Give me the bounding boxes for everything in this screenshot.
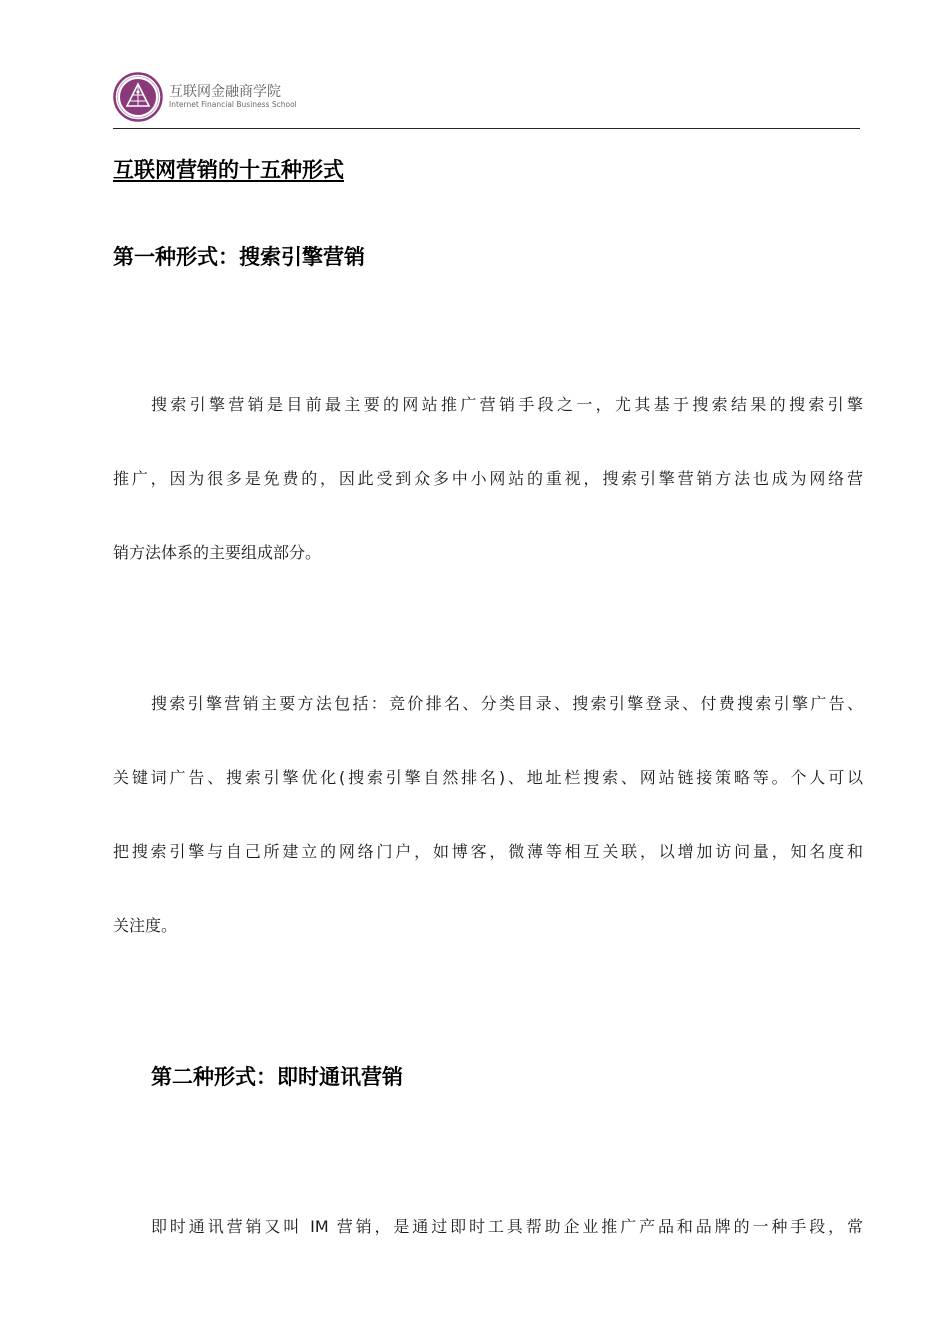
header-divider	[113, 128, 860, 129]
paragraph-line: 销方法体系的主要组成部分。	[113, 543, 322, 562]
document-title: 互联网营销的十五种形式	[113, 158, 344, 182]
school-name-cn: 互联网金融商学院	[169, 84, 281, 100]
school-logo-text	[169, 84, 297, 109]
section-1-paragraph-1	[113, 368, 863, 590]
paragraph-line: 即时通讯营销又叫 IM 营销，是通过即时工具帮助企业推广产品和品牌的一种手段，常	[151, 1217, 863, 1236]
paragraph-line: 把搜索引擎与自己所建立的网络门户，如博客，微薄等相互关联，以增加访问量，知名度和	[113, 842, 863, 861]
document-header	[113, 70, 860, 130]
paragraph-line: 搜索引擎营销是目前最主要的网站推广营销手段之一，尤其基于搜索结果的搜索引擎	[151, 395, 863, 414]
section-2-paragraph-1	[113, 1190, 863, 1264]
paragraph-line: 关注度。	[113, 916, 178, 935]
section-heading-1: 第一种形式：搜索引擎营销	[113, 245, 365, 269]
school-seal-icon	[113, 72, 163, 122]
paragraph-line: 搜索引擎营销主要方法包括：竞价排名、分类目录、搜索引擎登录、付费搜索引擎广告、	[151, 694, 863, 713]
paragraph-line: 关键词广告、搜索引擎优化(搜索引擎自然排名)、地址栏搜索、网站链接策略等。个人可以	[113, 768, 863, 787]
section-heading-2: 第二种形式：即时通讯营销	[151, 1065, 403, 1089]
school-name-en: Internet Financial Business School	[169, 100, 297, 109]
paragraph-line: 推广，因为很多是免费的，因此受到众多中小网站的重视，搜索引擎营销方法也成为网络营	[113, 469, 863, 488]
section-1-paragraph-2	[113, 667, 863, 963]
